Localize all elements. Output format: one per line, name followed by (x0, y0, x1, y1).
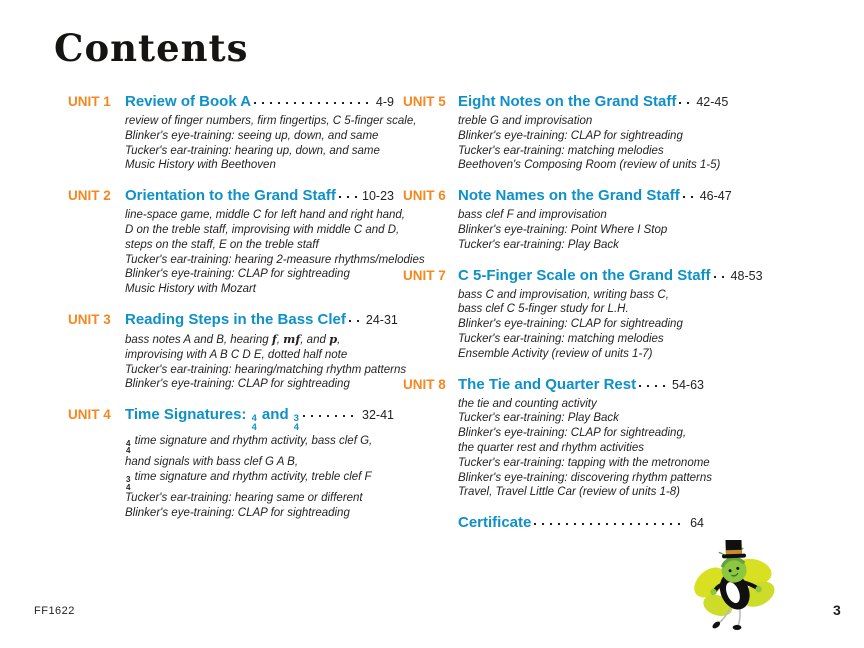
unit-description-line: D on the treble staff, improvising with middle C and D, (125, 223, 400, 236)
unit-description-line: Tucker's ear-training: tapping with the metronome (458, 456, 710, 469)
unit-description-line: Tucker's ear-training: hearing/matching rhythm patterns (125, 363, 407, 376)
unit-description-line: Blinker's eye-training: Point Where I Stop (458, 223, 668, 236)
toc-unit-entry (403, 92, 729, 173)
unit-label: UNIT 4 (68, 407, 111, 423)
unit-description-line: Blinker's eye-training: CLAP for sightreading (125, 268, 350, 281)
unit-description-line: Blinker's eye-training: seeing up, down, and same (125, 129, 379, 142)
unit-description-line: Tucker's ear-training: matching melodies (458, 144, 664, 157)
toc-title-row (125, 92, 394, 112)
unit-description-line: 3 4 time signature and rhythm activity, treble clef F (126, 470, 372, 492)
unit-description-line: Blinker's eye-training: CLAP for sightreading (458, 318, 683, 331)
unit-title: Reading Steps in the Bass Clef (125, 310, 346, 328)
unit-description-line: Tucker's ear-training: Play Back (458, 238, 619, 251)
unit-description-line: Tucker's ear-training: matching melodies (458, 332, 664, 345)
toc-unit-entry (403, 266, 763, 362)
toc-title-row (458, 92, 729, 112)
page-range: 64 (690, 516, 704, 531)
time-signature-fraction: 4 4 (126, 438, 131, 456)
time-signature-fraction: 4 4 (251, 413, 257, 432)
unit-description-line: bass C and improvisation, writing bass C, (458, 288, 669, 301)
unit-description-line: Travel, Travel Little Car (review of units 1-8) (458, 486, 680, 499)
unit-description-line: Blinker's eye-training: CLAP for sightreading, (458, 427, 687, 440)
unit-description-line: line-space game, middle C for left hand and right hand, (125, 209, 405, 222)
dynamic-marking: f (271, 331, 277, 346)
unit-description-line: Music History with Beethoven (125, 159, 276, 172)
unit-description-line: Tucker's ear-training: hearing 2-measure rhythms/melodies (125, 253, 425, 266)
unit-description-line: Blinker's eye-training: CLAP for sightreading (458, 129, 683, 142)
unit-title: Eight Notes on the Grand Staff (458, 93, 677, 110)
unit-description-line: Ensemble Activity (review of units 1-7) (458, 347, 653, 360)
page-range: 48-53 (730, 268, 763, 283)
toc-title-row (458, 186, 732, 206)
unit-title: Review of Book A (125, 93, 252, 110)
dynamic-marking: mf (283, 331, 301, 346)
unit-description-line: 4 4 time signature and rhythm activity, bass clef G, (126, 434, 373, 456)
toc-column-right (403, 92, 763, 548)
toc-unit-entry (68, 405, 394, 521)
unit-description-line: Tucker's ear-training: hearing up, down, and same (125, 144, 380, 157)
unit-label (403, 513, 458, 535)
unit-description-line: Music History with Mozart (125, 283, 256, 296)
page-range: 4-9 (375, 95, 394, 109)
dynamic-marking: p (329, 331, 338, 346)
page-range: 54-63 (672, 377, 704, 392)
publisher-catalog-code: FF1622 (34, 605, 75, 617)
unit-label: UNIT 7 (403, 267, 446, 283)
page-range: 10-23 (362, 189, 394, 204)
toc-title-row (458, 513, 704, 533)
unit-description-line: bass notes A and B, hearing f, mf, and p, (125, 331, 341, 346)
unit-title: Time Signatures: 4 4 and 3 4 (125, 406, 299, 432)
unit-title: Certificate (458, 514, 532, 532)
page-title: Contents (54, 26, 249, 70)
unit-description-line: Blinker's eye-training: CLAP for sightreading (125, 506, 350, 519)
unit-label: UNIT 5 (403, 94, 446, 109)
unit-description-line: bass clef C 5-finger study for L.H. (458, 303, 629, 316)
toc-title-row (458, 266, 763, 286)
toc-certificate-entry (403, 513, 704, 535)
unit-description-line: Tucker's ear-training: hearing same or different (125, 492, 363, 505)
page-range: 42-45 (696, 95, 729, 109)
unit-description-line: improvising with A B C D E, dotted half note (125, 348, 348, 361)
unit-title: The Tie and Quarter Rest (458, 375, 637, 393)
unit-description-line: treble G and improvisation (458, 115, 593, 127)
page-number: 3 (833, 602, 841, 618)
unit-description-line: the quarter rest and rhythm activities (458, 441, 644, 454)
toc-title-row (125, 405, 394, 432)
page-range: 46-47 (699, 189, 732, 204)
time-signature-fraction: 3 4 (293, 413, 299, 432)
unit-title: C 5-Finger Scale on the Grand Staff (458, 266, 711, 284)
unit-description-line: Beethoven's Composing Room (review of units 1-5) (458, 159, 721, 172)
unit-description-line: review of finger numbers, firm fingertips, C 5-finger scale, (125, 115, 417, 127)
unit-description-line: Blinker's eye-training: CLAP for sightreading (125, 378, 350, 391)
toc-title-row (125, 186, 394, 206)
toc-title-row (458, 375, 704, 395)
unit-description-line: bass clef F and improvisation (458, 209, 607, 222)
toc-unit-entry (403, 375, 713, 501)
toc-unit-entry (68, 92, 417, 173)
unit-label: UNIT 1 (68, 94, 111, 109)
toc-unit-entry (68, 310, 407, 392)
unit-title: Note Names on the Grand Staff (458, 187, 680, 205)
unit-label: UNIT 6 (403, 188, 446, 204)
unit-description-line: Tucker's ear-training: Play Back (458, 412, 619, 425)
page-range: 24-31 (365, 312, 398, 327)
unit-description-line: hand signals with bass clef G A B, (125, 456, 299, 469)
unit-description-line: steps on the staff, E on the treble staff (125, 238, 319, 251)
time-signature-fraction: 3 4 (126, 474, 131, 492)
unit-description-line: the tie and counting activity (458, 397, 597, 410)
toc-title-row (125, 310, 398, 330)
unit-label: UNIT 2 (68, 188, 111, 204)
page-range: 32-41 (362, 408, 394, 423)
unit-label: UNIT 8 (403, 376, 446, 392)
unit-label: UNIT 3 (68, 311, 111, 327)
firefly-mascot-illustration (690, 540, 782, 634)
toc-unit-entry (403, 186, 732, 252)
unit-description-line: Blinker's eye-training: discovering rhythm patterns (458, 471, 713, 484)
unit-title: Orientation to the Grand Staff (125, 187, 336, 205)
